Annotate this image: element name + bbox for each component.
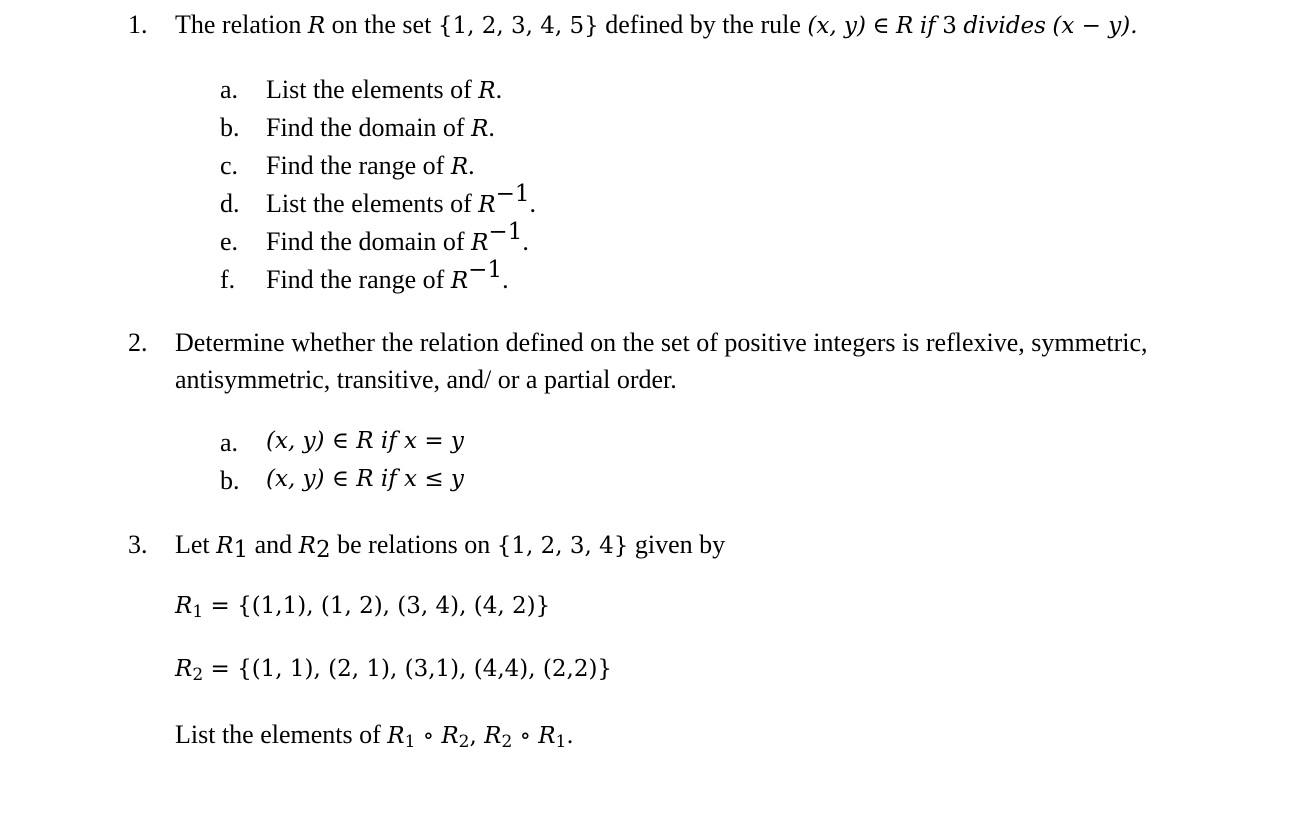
subpart-text <box>266 181 537 218</box>
subpart-label: e. <box>220 227 239 256</box>
period: . <box>529 189 537 218</box>
period: . <box>495 75 503 104</box>
divides-word: divides <box>963 13 1046 39</box>
relation-symbol: R <box>450 154 469 180</box>
subscript: 2 <box>458 732 470 752</box>
relation-symbol: R <box>471 116 489 142</box>
subpart-label: a. <box>220 428 239 457</box>
period: . <box>522 227 529 256</box>
text: Find the domain of <box>266 227 465 256</box>
relation-symbol: R <box>478 192 496 218</box>
question-number: 2. <box>128 328 148 357</box>
relation-symbol: R <box>175 593 193 619</box>
operator: = <box>424 428 444 454</box>
r2-value: {(1, 1), (2, 1), (3,1), (4,4), (2,2)} <box>237 656 613 682</box>
number: 3 <box>942 13 957 39</box>
subscript: 1 <box>192 602 204 622</box>
subpart-label: b. <box>220 113 240 142</box>
subscript: 1 <box>233 537 249 563</box>
text: List the elements of <box>175 720 381 749</box>
variable: y <box>450 428 464 454</box>
inverse-exponent: −1 <box>495 181 530 207</box>
text: and <box>254 530 293 559</box>
comma: , <box>469 723 477 749</box>
element-of: ∈ <box>331 466 349 492</box>
relation-symbol: R <box>450 268 469 294</box>
relation-symbol: R <box>216 533 234 559</box>
relation-symbol: R <box>478 78 496 104</box>
text: Find the domain of <box>266 113 465 142</box>
element-of: ∈ <box>872 13 890 39</box>
text: be relations on <box>337 530 491 559</box>
relation-symbol: R <box>484 723 502 749</box>
pair: (x, y) <box>807 13 866 39</box>
question-3-task <box>175 720 574 752</box>
period: . <box>468 151 475 180</box>
text: Find the range of <box>266 265 445 294</box>
subpart-text <box>266 257 509 294</box>
subpart-text <box>266 115 495 141</box>
question-number: 1. <box>128 10 148 39</box>
subpart-text <box>266 153 475 179</box>
r1-definition <box>175 593 551 622</box>
subpart-label: d. <box>220 189 240 218</box>
period: . <box>502 265 509 294</box>
r1-value: {(1,1), (1, 2), (3, 4), (4, 2)} <box>237 593 551 619</box>
variable: y <box>450 466 464 492</box>
pair: (x, y) <box>266 466 325 492</box>
text: given by <box>634 530 726 559</box>
text: defined by the rule <box>605 10 801 39</box>
set: {1, 2, 3, 4} <box>496 533 629 559</box>
subscript: 1 <box>555 732 567 752</box>
question-2-text: Determine whether the relation defined on the set of positive integers is reflexive, symmetric, <box>175 328 1148 357</box>
condition <box>266 468 464 491</box>
relation-symbol: R <box>538 723 556 749</box>
text: Find the range of <box>266 151 445 180</box>
relation-symbol: R <box>387 723 405 749</box>
subpart-label: f. <box>220 265 236 294</box>
subscript: 1 <box>404 732 416 752</box>
text: List the elements of <box>266 75 472 104</box>
subpart-text <box>266 219 529 256</box>
expression: (x − y). <box>1052 13 1138 39</box>
set: {1, 2, 3, 4, 5} <box>437 13 599 39</box>
inverse-exponent: −1 <box>488 219 523 245</box>
inverse-exponent: −1 <box>468 257 503 283</box>
relation-symbol: R <box>441 723 459 749</box>
subscript: 2 <box>192 665 204 685</box>
relation-symbol: R <box>175 656 193 682</box>
relation-symbol: R <box>895 13 914 39</box>
period: . <box>566 723 574 749</box>
period: . <box>488 113 495 142</box>
subpart-label: c. <box>220 151 239 180</box>
subpart-label: b. <box>220 466 240 495</box>
relation-symbol: R <box>471 230 489 256</box>
relation-symbol: R <box>356 466 374 492</box>
text: on the set <box>331 10 432 39</box>
if-word: if <box>919 13 936 39</box>
subscript: 2 <box>316 537 331 563</box>
composition-operator: ∘ <box>422 723 435 749</box>
subpart-label: a. <box>220 75 239 104</box>
variable: x <box>404 466 418 492</box>
element-of: ∈ <box>331 428 349 454</box>
subpart-text <box>266 77 502 103</box>
question-3-text <box>175 530 726 563</box>
text: List the elements of <box>266 189 472 218</box>
composition-operator: ∘ <box>519 723 531 749</box>
if-word: if <box>380 466 397 492</box>
relation-symbol: R <box>298 533 316 559</box>
operator: ≤ <box>424 466 444 492</box>
question-1-text <box>175 12 1138 38</box>
question-2-line-2: antisymmetric, transitive, and/ or a partial order. <box>175 365 677 394</box>
variable: x <box>404 428 418 454</box>
equals: = <box>210 593 230 619</box>
pair: (x, y) <box>266 428 325 454</box>
condition <box>266 430 464 453</box>
text: The relation <box>175 10 302 39</box>
text: Let <box>175 530 210 559</box>
equals: = <box>210 656 230 682</box>
if-word: if <box>380 428 397 454</box>
relation-symbol: R <box>356 428 374 454</box>
subscript: 2 <box>501 732 513 752</box>
r2-definition <box>175 656 613 685</box>
question-number: 3. <box>128 530 148 559</box>
relation-symbol: R <box>307 13 326 39</box>
composition-expression <box>387 723 574 752</box>
